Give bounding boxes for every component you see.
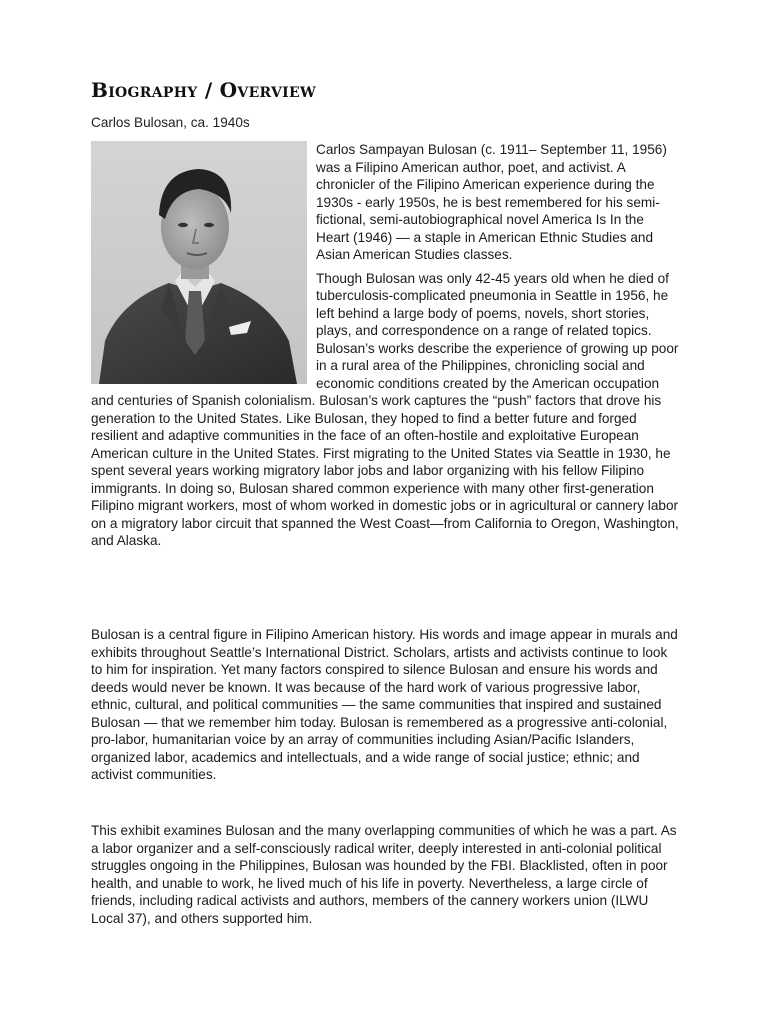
page-title: Biography / Overview bbox=[91, 78, 316, 102]
paragraph-intro: Carlos Sampayan Bulosan (c. 1911– September 11, 1956) was a Filipino American author, poet, and activist. A chronicler of the Filipino American experience during the 1930s - early 1950s, he is best remembered for his semi-fictional, semi-autobiographical novel America Is In the Heart (1946) — a staple in American Ethnic Studies and Asian American Studies classes. bbox=[316, 142, 667, 262]
paragraph-exhibit: This exhibit examines Bulosan and the many overlapping communities of which he was a part. As a labor organizer and a self-consciously radical writer, deeply interested in anti-colonial political struggles ongoing in the Philippines, Bulosan was hounded by the FBI. Blacklisted, often in poor health, and unable to work, he lived much of his life in poverty. Nevertheless, a large circle of friends, including radical activists and authors, members of the cannery workers union (ILWU Local 37), and others supported him. bbox=[91, 823, 677, 926]
paragraph-legacy: Bulosan is a central figure in Filipino American history. His words and image appear in murals and exhibits throughout Seattle’s International District. Scholars, artists and activists continue to look to him for inspiration. Yet many factors conspired to silence Bulosan and ensure his words and deeds would never be known. It was because of the hard work of various progressive labor, ethnic, cultural, and political communities — the same communities that inspired and sustained Bulosan — that we remember him today. Bulosan is remembered as a progressive anti-colonial, pro-labor, humanitarian voice by an array of communities including Asian/Pacific Islanders, organized labor, academics and intellectuals, and a wide range of social justice; ethnic; and activist communities. bbox=[91, 627, 678, 782]
photo-caption: Carlos Bulosan, ca. 1940s bbox=[91, 115, 250, 130]
intro-section bbox=[91, 141, 679, 556]
paragraph-life: Though Bulosan was only 42-45 years old when he died of tuberculosis-complicated pneumonia in Seattle in 1956, he left behind a large body of poems, novels, short stories, plays, and correspondence on a range of related topics. Bulosan’s works describe the experience of growing up poor in a rural area of the Philippines, chronicling social and economic conditions created by the American occupation and centuries of Spanish colonialism. Bulosan’s work captures the “push” factors that drove his generation to the United States. Like Bulosan, they hoped to find a better future and forged resilient and adaptive communities in the face of an often-hostile and exploitative European American culture in the United States. First migrating to the United States via Seattle in 1930, he spent several years working migratory labor jobs and labor organizing with his fellow Filipino immigrants. In doing so, Bulosan shared common experience with many other first-generation Filipino migrant workers, most of whom worked in domestic jobs or in agricultural or cannery labor on a migratory labor circuit that spanned the West Coast—from California to Oregon, Washington, and Alaska. bbox=[91, 270, 679, 548]
portrait-photo-icon bbox=[91, 141, 307, 384]
portrait-photo bbox=[91, 141, 307, 384]
